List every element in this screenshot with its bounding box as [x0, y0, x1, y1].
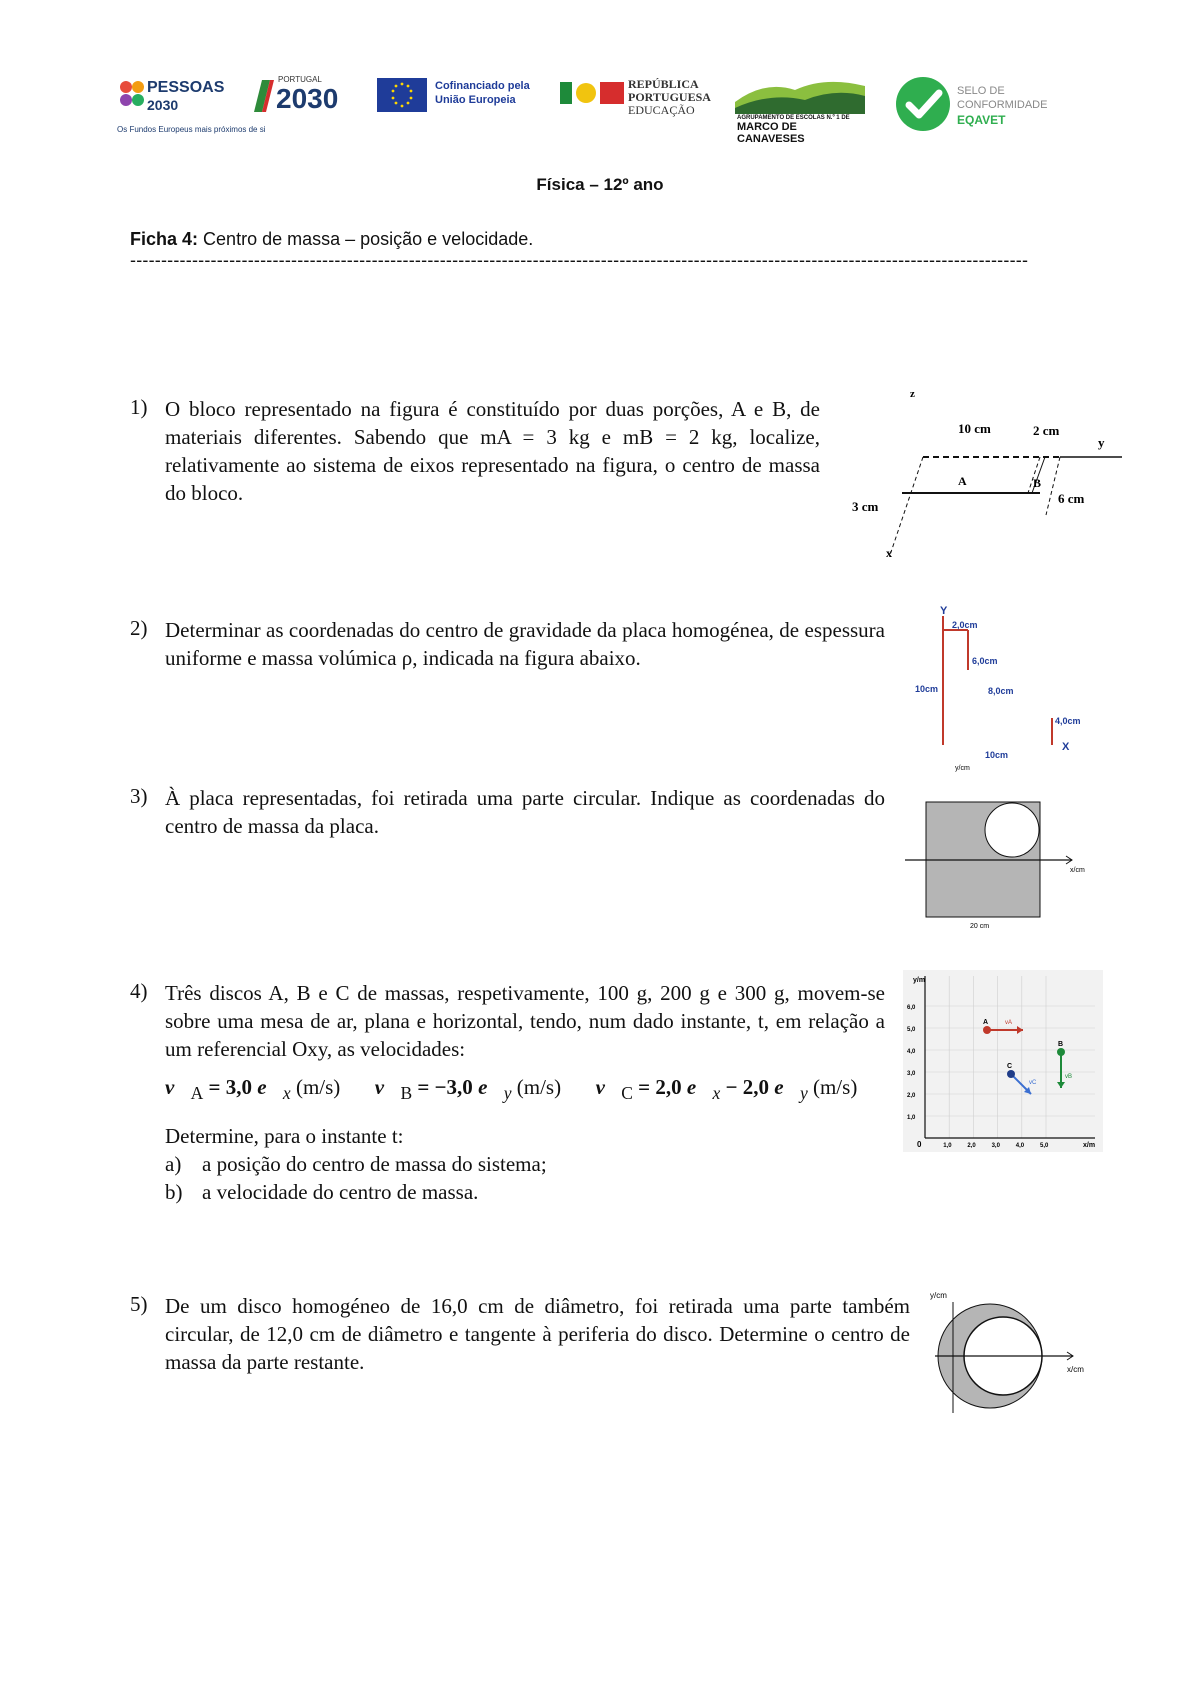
- va-eq: $v⃗_A = 3,0$ $e⃗_x$ (m/s): [165, 1075, 341, 1104]
- q1-block-figure: [850, 385, 1130, 560]
- q4-xtick-label: 4,0: [1015, 1143, 1025, 1149]
- eu-flag-icon: [377, 78, 427, 112]
- q1-y-label: y: [1098, 435, 1105, 450]
- q4-xtick-label: 3,0: [991, 1143, 1000, 1149]
- va-esub: x: [282, 1083, 291, 1104]
- q2-plate-figure: [900, 600, 1100, 760]
- q3-x-label: x/cm: [1070, 867, 1085, 874]
- q5-x-label: x/cm: [1067, 1365, 1084, 1374]
- q4-label-vc: vC: [1029, 1080, 1037, 1086]
- q1-x-label: x: [886, 546, 892, 560]
- q4-ytick-label: 2,0: [907, 1093, 916, 1099]
- q4-text: Três discos A, B e C de massas, respetivamente, 100 g, 200 g e 300 g, movem-se sobre uma mesa de ar, plana e horizontal, tendo, num dado instante, t, em relação a um referencial Oxy, as velocidades:: [165, 981, 885, 1061]
- q4-label-vb: vB: [1065, 1074, 1073, 1080]
- q4-label-a: A: [983, 1019, 989, 1026]
- portugal-small: PORTUGAL: [278, 75, 322, 84]
- q4-discs-chart: [903, 970, 1103, 1152]
- q2-d4: 8,0cm: [988, 686, 1014, 696]
- eqavet-logo: [895, 76, 1075, 136]
- q2-text: Determinar as coordenadas do centro de gravidade da placa homogénea, de espessura uniforme e massa volúmica ρ, indicada na figura abaixo.: [165, 618, 885, 670]
- va-val: = 3,0: [203, 1075, 258, 1099]
- va-sub: A: [190, 1083, 204, 1104]
- q4-label-c: C: [1007, 1063, 1013, 1070]
- q4-xtick-label: 5,0: [1040, 1143, 1049, 1149]
- q1-text: O bloco representado na figura é constituído por duas porções, A e B, de materiais diferentes. Sabendo que mA = 3 kg e mB = 2 kg, localize, relativamente ao sistema de eixos representado na figura, o centro de massa do bloco.: [165, 397, 820, 505]
- q5-number: 5): [130, 1292, 148, 1316]
- q4-disc-a: [983, 1026, 991, 1034]
- vc-sub: C: [621, 1083, 633, 1104]
- check-seal-icon: [895, 76, 951, 132]
- pessoas-2030-logo: [117, 76, 227, 126]
- vb-eq: $v⃗_B = -3,0$ $e⃗_y$ (m/s): [374, 1075, 562, 1104]
- q4-velocity-equations: [165, 1075, 857, 1104]
- republica-logo: [560, 78, 720, 118]
- republica-flag-icon: [560, 80, 624, 106]
- pessoas-logo-icon: [117, 78, 147, 114]
- vc-unit: (m/s): [807, 1075, 858, 1099]
- worksheet-subtitle: [130, 229, 533, 250]
- q5-disc-figure: [925, 1288, 1095, 1418]
- q4-ylabel: y/m: [913, 977, 926, 984]
- q4-ytick-label: 1,0: [907, 1115, 916, 1121]
- q3-width: 20 cm: [970, 923, 990, 930]
- rep-line1: REPÚBLICA: [628, 77, 699, 91]
- vc-val: = 2,0: [632, 1075, 687, 1099]
- q4-ytick-label: 3,0: [907, 1071, 916, 1077]
- q2-d1: 2,0cm: [952, 620, 978, 630]
- vc-esub: x: [712, 1083, 721, 1104]
- q1-part-a: A: [958, 474, 967, 488]
- q4-after-text: Determine, para o instante t:: [165, 1124, 404, 1148]
- eu-line2: União Europeia: [435, 94, 516, 106]
- q4-label-b: B: [1058, 1041, 1064, 1048]
- subtitle-text: Centro de massa – posição e velocidade.: [203, 229, 534, 249]
- q4-xtick-label: 1,0: [943, 1143, 952, 1149]
- q1-len-b: 2 cm: [1033, 423, 1060, 438]
- eu-line1: Cofinanciado pela: [435, 80, 530, 92]
- school-logo: [735, 76, 865, 145]
- q2-d2: 6,0cm: [972, 656, 998, 666]
- vc-mid: − 2,0: [720, 1075, 775, 1099]
- q2-x-label: X: [1062, 741, 1070, 753]
- q4-number: 4): [130, 979, 148, 1003]
- q1-width: 6 cm: [1058, 491, 1085, 506]
- va-unit: (m/s): [290, 1075, 341, 1099]
- vc-eq: $v⃗_C = 2,0$ $e⃗_x - 2,0$ $e⃗_y$ (m/s): [595, 1075, 858, 1104]
- q4-disc-c: [1007, 1070, 1015, 1078]
- q4-item-a-text: a posição do centro de massa do sistema;: [202, 1152, 547, 1176]
- funds-tagline: Os Fundos Europeus mais próximos de si: [117, 125, 266, 134]
- q1-part-b: B: [1033, 476, 1042, 490]
- q4-ytick-label: 6,0: [907, 1005, 916, 1011]
- rep-line3: EDUCAÇÃO: [628, 103, 695, 117]
- q4-origin: 0: [917, 1140, 922, 1149]
- pessoas-line2: 2030: [147, 97, 179, 113]
- q2-d6: 10cm: [985, 750, 1009, 760]
- q3-plate-figure: [900, 762, 1100, 930]
- q3-y-label: y/cm: [955, 765, 970, 772]
- portugal-2030-logo: [250, 76, 350, 116]
- q3-text: À placa representadas, foi retirada uma parte circular. Indique as coordenadas do centro de massa da placa.: [165, 786, 885, 838]
- vb-sub: B: [400, 1083, 413, 1104]
- q5-text: De um disco homogéneo de 16,0 cm de diâmetro, foi retirada uma parte também circular, de 12,0 cm de diâmetro e tangente à periferia do disco. Determine o centro de massa da parte restante.: [165, 1294, 910, 1374]
- q4-item-b-label: b): [165, 1180, 183, 1204]
- q4-ytick-label: 5,0: [907, 1027, 916, 1033]
- portugal-flag-icon: [250, 78, 274, 114]
- rep-line2: PORTUGUESA: [628, 90, 711, 104]
- q5-y-label: y/cm: [930, 1291, 947, 1300]
- q3-number: 3): [130, 784, 148, 808]
- q1-number: 1): [130, 395, 148, 419]
- vb-unit: (m/s): [511, 1075, 562, 1099]
- q2-d3: 10cm: [915, 684, 939, 694]
- q2-number: 2): [130, 616, 148, 640]
- vb-esub: y: [503, 1083, 512, 1104]
- divider-line: -------------------------------------------------------------------------------------------------------------------------------------------------: [130, 250, 1029, 270]
- q1-depth: 3 cm: [852, 499, 879, 514]
- q2-d5: 4,0cm: [1055, 716, 1081, 726]
- q4-disc-b: [1057, 1048, 1065, 1056]
- eqavet-line3: EQAVET: [957, 113, 1006, 127]
- q1-z-label: z: [910, 388, 915, 400]
- eu-logo: [377, 78, 537, 114]
- school-line1: AGRUPAMENTO DE ESCOLAS N.º 1 DE: [737, 115, 850, 121]
- school-hills-icon: [735, 76, 865, 114]
- q2-y-label: Y: [940, 605, 948, 617]
- q1-len-a: 10 cm: [958, 421, 991, 436]
- pessoas-line1: PESSOAS: [147, 79, 225, 96]
- page-title: Física – 12º ano: [536, 175, 664, 194]
- school-line2: MARCO DE CANAVESES: [737, 121, 805, 145]
- q4-item-a-label: a): [165, 1152, 182, 1176]
- q4-xlabel: x/m: [1083, 1142, 1096, 1149]
- eqavet-line2: CONFORMIDADE: [957, 99, 1048, 111]
- q4-xtick-label: 2,0: [967, 1143, 976, 1149]
- portugal-2030: 2030: [276, 83, 339, 114]
- q4-ytick-label: 4,0: [907, 1049, 916, 1055]
- subtitle-label: Ficha 4:: [130, 229, 199, 249]
- vb-val: = −3,0: [412, 1075, 479, 1099]
- eqavet-line1: SELO DE: [957, 85, 1005, 97]
- vc-esub2: y: [799, 1083, 808, 1104]
- q4-label-va: vA: [1005, 1020, 1013, 1026]
- q4-item-b-text: a velocidade do centro de massa.: [202, 1180, 479, 1204]
